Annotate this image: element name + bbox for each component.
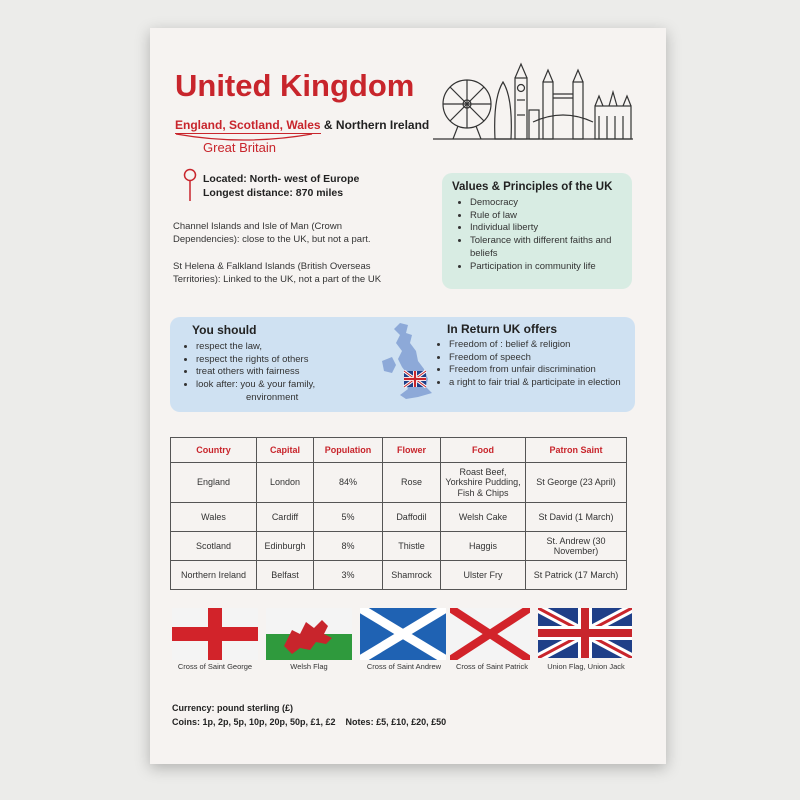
table-cell: 8% [314,532,383,561]
rights-responsibilities-panel [170,317,635,412]
countries-line [175,118,429,132]
column-header: Food [441,438,526,463]
table-row [171,532,627,561]
table-cell: Roast Beef, Yorkshire Pudding, Fish & Chips [441,463,526,503]
you-should-list [180,341,366,392]
table-cell: Haggis [441,532,526,561]
flag-caption: Union Flag, Union Jack [547,662,625,671]
crown-dependencies-text: Channel Islands and Isle of Man (Crown Dependencies): close to the UK, but not a part. [173,221,371,245]
values-item: • Rule of law [470,210,640,223]
countries-rest: & Northern Ireland [320,118,430,132]
currency-info [172,701,446,729]
great-britain-label: Great Britain [203,140,276,155]
table-cell: Rose [383,463,441,503]
column-header: Flower [383,438,441,463]
table-cell: Belfast [257,561,314,590]
page-title: United Kingdom [175,68,415,103]
table-cell: Scotland [171,532,257,561]
location-info [203,172,359,200]
countries-table [170,437,627,590]
table-cell: Ulster Fry [441,561,526,590]
table-cell: Wales [171,503,257,532]
uk-offers-heading: In Return UK offers [447,322,558,336]
uk-map-icon [378,321,438,403]
uk-offers-item: • a right to fair trial & participate in election [449,377,649,390]
document-page [150,28,666,764]
table-row [171,503,627,532]
table-cell: Shamrock [383,561,441,590]
london-skyline-icon [433,60,633,142]
column-header: Capital [257,438,314,463]
scotland-flag-icon [360,608,446,660]
flag-caption: Cross of Saint Andrew [366,662,442,671]
distance-line: Longest distance: 870 miles [203,187,344,199]
table-cell: St David (1 March) [526,503,627,532]
table-cell: St George (23 April) [526,463,627,503]
you-should-item: • respect the law, [196,341,366,354]
table-cell: 3% [314,561,383,590]
flag-caption: Welsh Flag [290,662,328,671]
location-pin-icon [183,168,197,202]
saint-patrick-flag-icon [450,608,530,660]
england-flag-icon [172,608,258,660]
table-cell: Thistle [383,532,441,561]
table-cell: Cardiff [257,503,314,532]
table-header-row [171,438,627,463]
table-cell: Daffodil [383,503,441,532]
flag-caption: Cross of Saint George [177,662,253,671]
table-cell: St Patrick (17 March) [526,561,627,590]
values-list [454,197,640,273]
currency-line: Currency: pound sterling (£) [172,703,294,713]
uk-offers-item: • Freedom of : belief & religion [449,339,649,352]
column-header: Country [171,438,257,463]
countries-red: England, Scotland, Wales [175,118,321,132]
column-header: Population [314,438,383,463]
you-should-item: • treat others with fairness [196,366,366,379]
table-cell: Welsh Cake [441,503,526,532]
wales-flag-icon [266,608,352,660]
values-item: • Individual liberty [470,222,640,235]
uk-offers-item: • Freedom of speech [449,352,649,365]
table-cell: Edinburgh [257,532,314,561]
uk-offers-list [433,339,649,390]
location-line: Located: North- west of Europe [203,173,360,185]
table-cell: 5% [314,503,383,532]
table-row [171,561,627,590]
flag-caption: Cross of Saint Patrick [455,662,529,671]
values-panel [442,173,632,289]
you-should-item: • look after: you & your family, [196,379,366,392]
values-item: • Democracy [470,197,640,210]
you-should-item: • respect the rights of others [196,354,366,367]
uk-offers-item: • Freedom from unfair discrimination [449,364,649,377]
coins-notes-line: Coins: 1p, 2p, 5p, 10p, 20p, 50p, £1, £2 Notes: £5, £10, £20, £50 [172,717,447,727]
table-cell: St. Andrew (30 November) [526,532,627,561]
overseas-territories-text: St Helena & Falkland Islands (British Overseas Territories): Linked to the UK, not a part of the UK [173,261,382,285]
you-should-heading: You should [192,323,257,337]
union-jack-icon [538,608,632,658]
values-item: • Tolerance with different faiths and beliefs [470,235,640,260]
table-cell: Northern Ireland [171,561,257,590]
values-item: • Participation in community life [470,261,640,274]
table-cell: England [171,463,257,503]
table-cell: London [257,463,314,503]
you-should-last-line: environment [246,392,299,403]
table-cell: 84% [314,463,383,503]
values-heading: Values & Principles of the UK [452,181,613,193]
column-header: Patron Saint [526,438,627,463]
table-row [171,463,627,503]
